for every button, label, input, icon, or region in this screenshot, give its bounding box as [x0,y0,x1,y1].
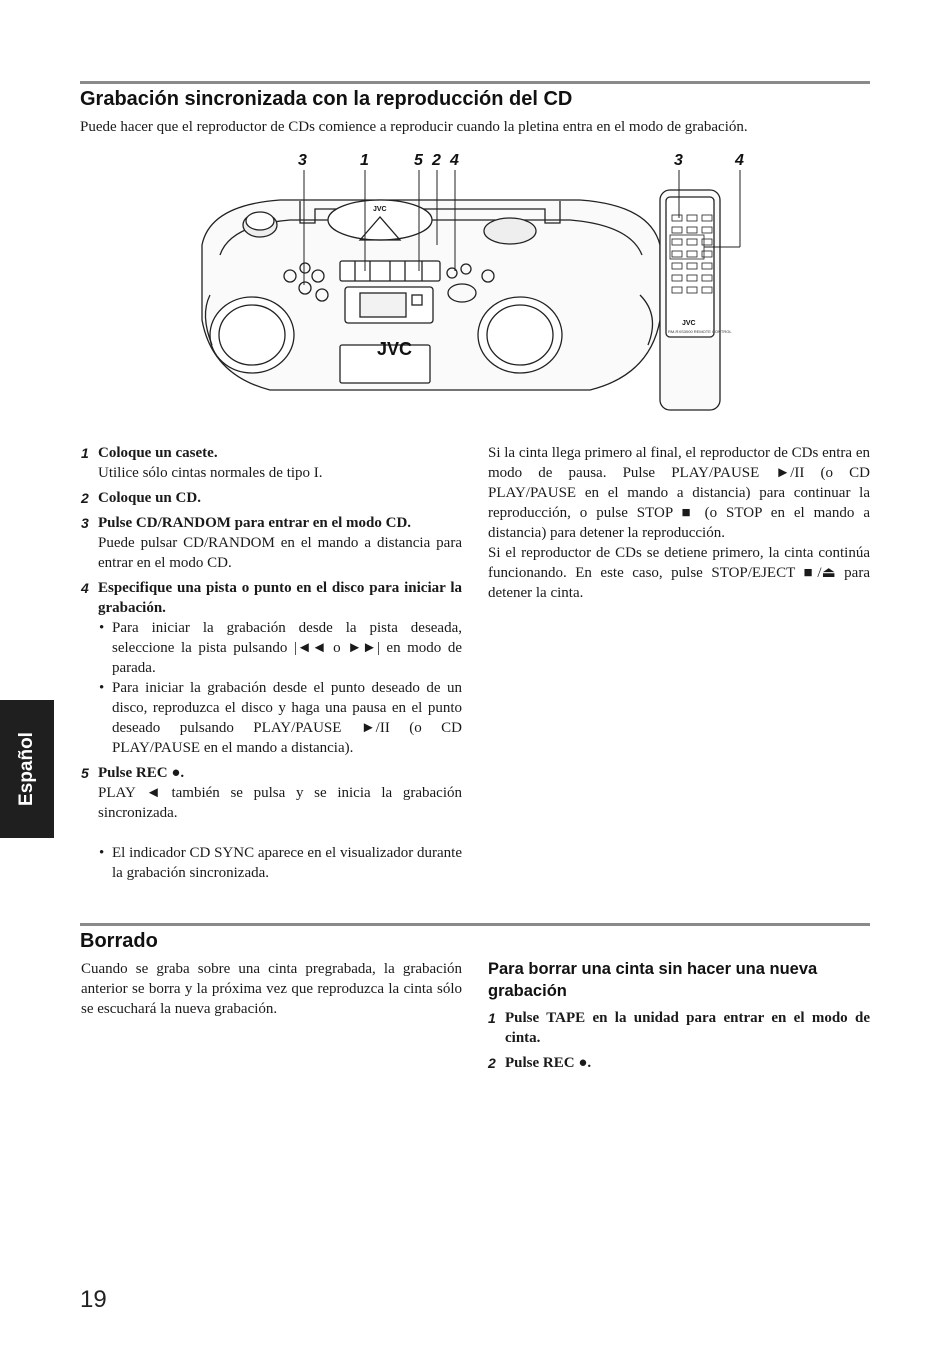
erase-steps [488,1008,870,1078]
subsection-title-erase: Para borrar una cinta sin hacer una nueva grabación [488,960,818,1000]
notes-column-right [488,443,870,603]
step-number: 1 [488,1010,496,1026]
erase-step-2 [488,1053,870,1073]
language-tab-label: Español [16,732,37,806]
step-title: Coloque un casete. [98,445,218,461]
step-number: 3 [81,515,89,531]
borrado-body: Cuando se graba sobre una cinta pregrabada, la grabación anterior se borra y la próxima vez que reproduzca la cinta sólo se escuchará la nueva grabación. [81,961,462,1017]
bullet-text: El indicador CD SYNC aparece en el visualizador durante la grabación sincronizada. [112,845,462,881]
page-number: 19 [80,1286,107,1313]
step-3 [81,513,462,573]
step-bullet: • Para iniciar la grabación desde el punto deseado de un disco, reproduzca el disco y haga una pausa en el punto deseado pulsando PLAY/PAUSE ►/II (o CD PLAY/PAUSE en el mando a distancia). [99,680,462,756]
step-number: 5 [81,765,89,781]
erase-step-1 [488,1008,870,1048]
step-title: Especifique una pista o punto en el disco para iniciar la grabación. [98,580,462,616]
step-number: 2 [81,490,89,506]
step-title: Pulse REC ●. [98,765,185,781]
section-intro: Puede hacer que el reproductor de CDs comience a reproducir cuando la pletina entra en el modo de grabación. [80,119,748,135]
step-4 [81,578,462,758]
section-title-sync-recording: Grabación sincronizada con la reproducción del CD [80,88,573,110]
step-body: Utilice sólo cintas normales de tipo I. [98,465,323,481]
callout-unit-1: 1 [360,152,369,169]
remote-brand-label: JVC [682,320,696,327]
section-rule-top [80,81,870,84]
step-body: Puede pulsar CD/RANDOM en el mando a distancia para entrar en el modo CD. [98,535,462,571]
step-bullet: • El indicador CD SYNC aparece en el visualizador durante la grabación sincronizada. [99,845,462,881]
callout-remote-4: 4 [735,152,744,169]
bullet-text: Para iniciar la grabación desde la pista deseada, seleccione la pista pulsando |◄◄ o ►►| en modo de parada. [112,620,462,676]
section-rule-borrado [80,923,870,926]
step-number: 2 [488,1055,496,1071]
step-title: Coloque un CD. [98,490,201,506]
boombox-top-brand: JVC [373,206,387,213]
bullet-text: Para iniciar la grabación desde el punto deseado de un disco, reproduzca el disco y haga una pausa en el punto deseado pulsando PLAY/PAUSE ►/II (o CD PLAY/PAUSE en el mando a distancia). [112,680,462,756]
note-tape-end-first: Si la cinta llega primero al final, el reproductor de CDs entra en modo de pausa. Pulse PLAY/PAUSE ►/II (o CD PLAY/PAUSE en el mando a distancia) para continuar la reproducción, o pulse STOP ■ (o STOP en el mando a distancia) para detener la reproducción. [488,445,870,541]
callout-remote-3: 3 [674,152,683,169]
remote-caption: RM-RXS3000 REMOTE CONTROL [668,329,732,334]
callout-unit-3: 3 [298,152,307,169]
step-1 [81,443,462,483]
step-title: Pulse CD/RANDOM para entrar en el modo CD. [98,515,412,531]
note-cd-stop-first: Si el reproductor de CDs se detiene primero, la cinta continúa funcionando. En este caso, pulse STOP/EJECT ■/⏏ para detener la cinta. [488,545,870,601]
illustration-boombox-remote [190,145,770,415]
step-2 [81,488,462,508]
step-body: PLAY ◄ también se pulsa y se inicia la grabación sincronizada. [98,785,462,821]
section-title-borrado: Borrado [80,930,158,952]
callout-unit-4: 4 [450,152,459,169]
remote-control [660,190,720,410]
boombox-unit [202,200,660,390]
step-title: Pulse REC ●. [505,1055,592,1071]
steps-column-left [81,443,462,888]
step-bullet: • Para iniciar la grabación desde la pista deseada, seleccione la pista pulsando |◄◄ o ►►| en modo de parada. [99,620,462,676]
language-side-tab [0,700,54,838]
step-title: Pulse TAPE en la unidad para entrar en el modo de cinta. [505,1010,870,1046]
step-number: 1 [81,445,89,461]
step-number: 4 [81,580,89,596]
callout-unit-5: 5 [414,152,423,169]
step-5 [81,763,462,883]
callout-unit-2: 2 [432,152,441,169]
boombox-brand-label: JVC [377,339,413,359]
